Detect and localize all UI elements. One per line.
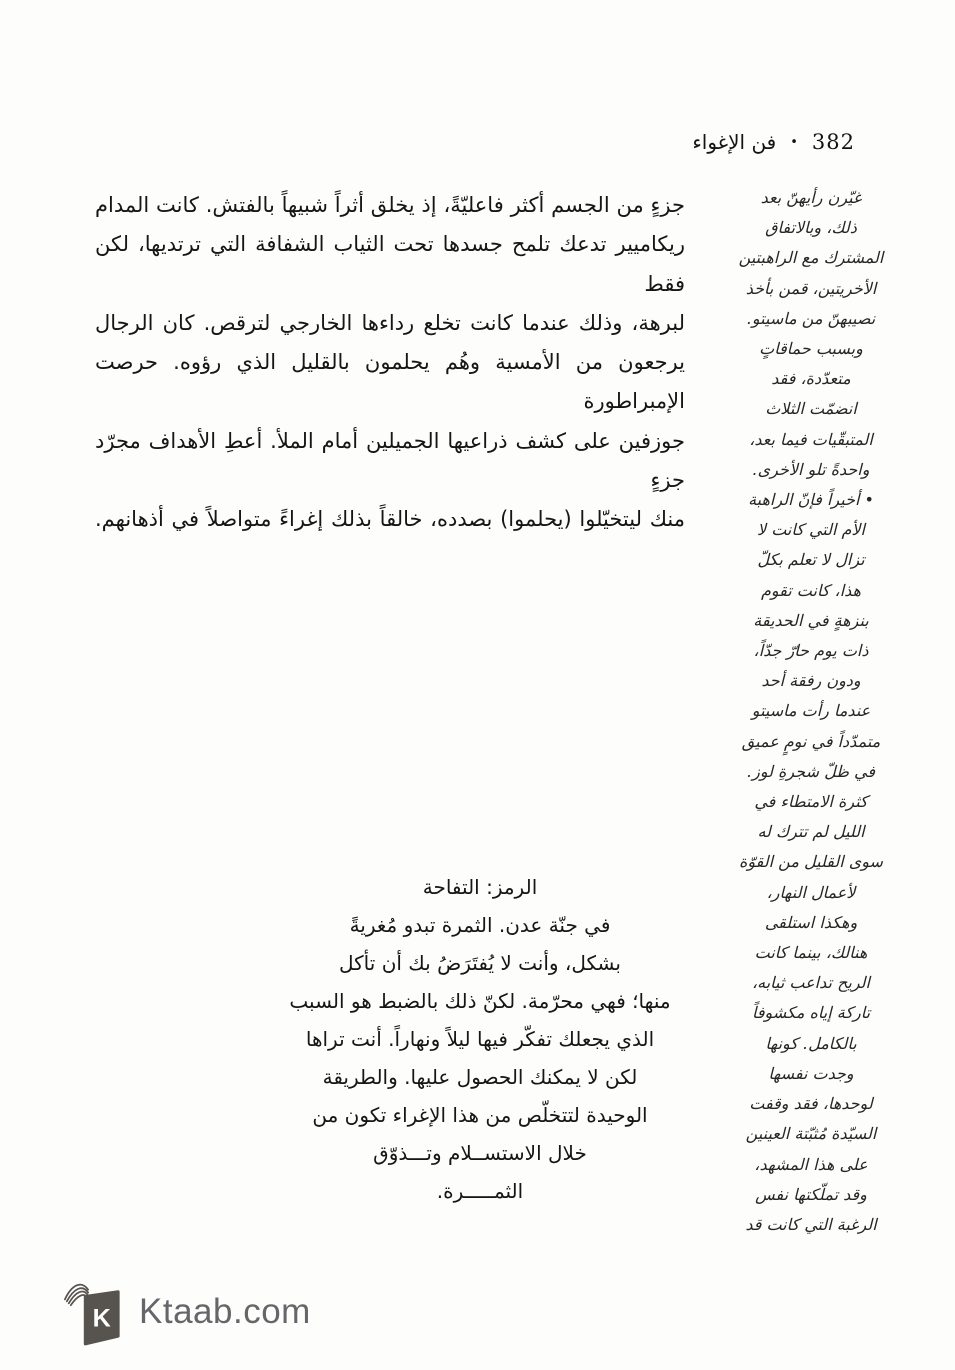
symbol-line: لكن لا يمكنك الحصول عليها. والطريقة	[322, 1065, 638, 1089]
symbol-line: الذي يجعلك تفكّر فيها ليلاً ونهاراً. أنت تراها	[305, 1027, 655, 1051]
margin-note	[712, 183, 910, 1240]
body-paragraph-line: جزءٍ من الجسم أكثر فاعليّةً، إذ يخلق أثراً شبيهاً بالفتش. كانت المدام	[95, 193, 685, 217]
margin-note-line: متمدّداً في نومٍ عميق	[741, 731, 881, 751]
symbol-line: منها؛ فهي محرّمة. لكنّ ذلك بالضبط هو السبب	[289, 989, 671, 1013]
body-paragraph-line: ريكاميير تدعك تلمح جسدها تحت الثياب الشفافة التي ترتديها، لكن فقط	[95, 232, 685, 296]
margin-note-line: غيّرن رأيهنّ بعد	[760, 188, 862, 207]
margin-note-line: تاركة إياه مكشوفاً	[751, 1003, 871, 1023]
body-paragraph-line: جوزفين على كشف ذراعيها الجميلين أمام الملأ. أعطِ الأهداف مجرّد جزءٍ	[95, 428, 685, 493]
margin-note-line: لأعمال النهار،	[766, 882, 856, 902]
margin-note-line: الرغبة التي كانت قد	[745, 1214, 877, 1234]
book-title: فن الإغواء	[692, 130, 777, 154]
margin-note-line: الريح تداعب ثيابه،	[751, 973, 870, 993]
margin-note-line: هذا، كانت تقوم	[761, 580, 861, 600]
margin-note-line: السيّدة مُثبّتة العينين	[745, 1124, 877, 1144]
margin-note-line: الأم التي كانت لا	[757, 520, 865, 540]
symbol-line: بشكل، وأنت لا يُفتَرَضُ بك أن تأكل	[339, 951, 621, 975]
symbol-line: خلال الاستســلام وتـــذوّق	[373, 1141, 587, 1165]
margin-note-line: سوى القليل من القوّة	[739, 852, 883, 872]
margin-note-line: بالكامل. كونها	[765, 1033, 857, 1053]
margin-note-line: انضمّت الثلاث	[765, 399, 857, 419]
margin-note-line: متعدّدة، فقد	[771, 369, 851, 389]
margin-note-line: كثرة الامتطاء في	[754, 792, 868, 812]
symbol-line: في جنّة عدن. الثمرة تبدو مُغريةً	[349, 913, 611, 937]
margin-note-line: هنالك، بينما كانت	[754, 943, 868, 963]
ktaab-site-name: Ktaab.com	[139, 1292, 311, 1331]
body-paragraph-line: يرجعون من الأمسية وهُم يحلمون بالقليل الذي رؤوه. حرصت الإمبراطورة	[95, 350, 685, 414]
margin-note-line: الليل لم تترك له	[757, 822, 865, 842]
margin-note-line: على هذا المشهد،	[754, 1154, 868, 1174]
margin-note-line: المتبقّيات فيما بعد،	[749, 429, 873, 449]
margin-note-line: وهكذا استلقى	[764, 912, 858, 932]
margin-note-line: المشترك مع الراهبتين	[738, 248, 884, 268]
margin-note-line: في ظلّ شجرةِ لوز.	[747, 761, 875, 781]
margin-note-line: وقد تملّكتها نفس	[755, 1184, 867, 1204]
margin-note-line: عندما رأت ماسيتو	[751, 701, 871, 721]
bullet-separator-icon: •	[790, 134, 798, 150]
margin-note-line: تزال لا تعلم بكلّ	[757, 550, 865, 570]
svg-text:K: K	[92, 1304, 111, 1333]
margin-note-line: بنزهةٍ في الحديقة	[753, 610, 869, 630]
margin-note-line: واحدةً تلو الأخرى.	[752, 459, 870, 479]
margin-note-line: • أخيراً فإنّ الراهبة	[748, 490, 874, 510]
symbol-section	[260, 868, 700, 1210]
margin-note-line: ذلك، وبالاتفاق	[765, 218, 857, 238]
margin-note-line: وبسبب حماقاتٍ	[759, 339, 863, 359]
body-paragraph	[95, 186, 685, 540]
symbol-lines	[260, 906, 700, 1210]
body-paragraph-line: منك ليتخيّلوا (يحلموا) بصدده، خالقاً بذلك إغراءً متواصلاً في أذهانهم.	[95, 507, 685, 532]
ktaab-watermark	[62, 1276, 311, 1348]
margin-note-line: وجدت نفسها	[768, 1063, 854, 1083]
margin-note-line: ذات يوم حارّ جدّاً،	[753, 641, 869, 661]
ktaab-logo-icon	[62, 1276, 124, 1348]
margin-note-line: ودون رفقة أحد	[761, 671, 861, 691]
margin-note-line: لوحدها، فقد وقفت	[749, 1094, 873, 1114]
margin-note-line: الأخريتين، قمن بأخذ	[745, 278, 877, 298]
symbol-line: الوحيدة لتتخلّص من هذا الإغراء تكون من	[312, 1103, 648, 1127]
page-header	[692, 130, 855, 154]
symbol-line: الثمـــــرة.	[436, 1179, 524, 1203]
page-number: 382	[811, 130, 855, 154]
symbol-heading: الرمز: التفاحة	[422, 875, 538, 899]
body-paragraph-line: لبرهة، وذلك عندما كانت تخلع رداءها الخارجي لترقص. كان الرجال	[95, 310, 685, 335]
margin-note-line: نصيبهنّ من ماسيتو.	[746, 308, 876, 328]
